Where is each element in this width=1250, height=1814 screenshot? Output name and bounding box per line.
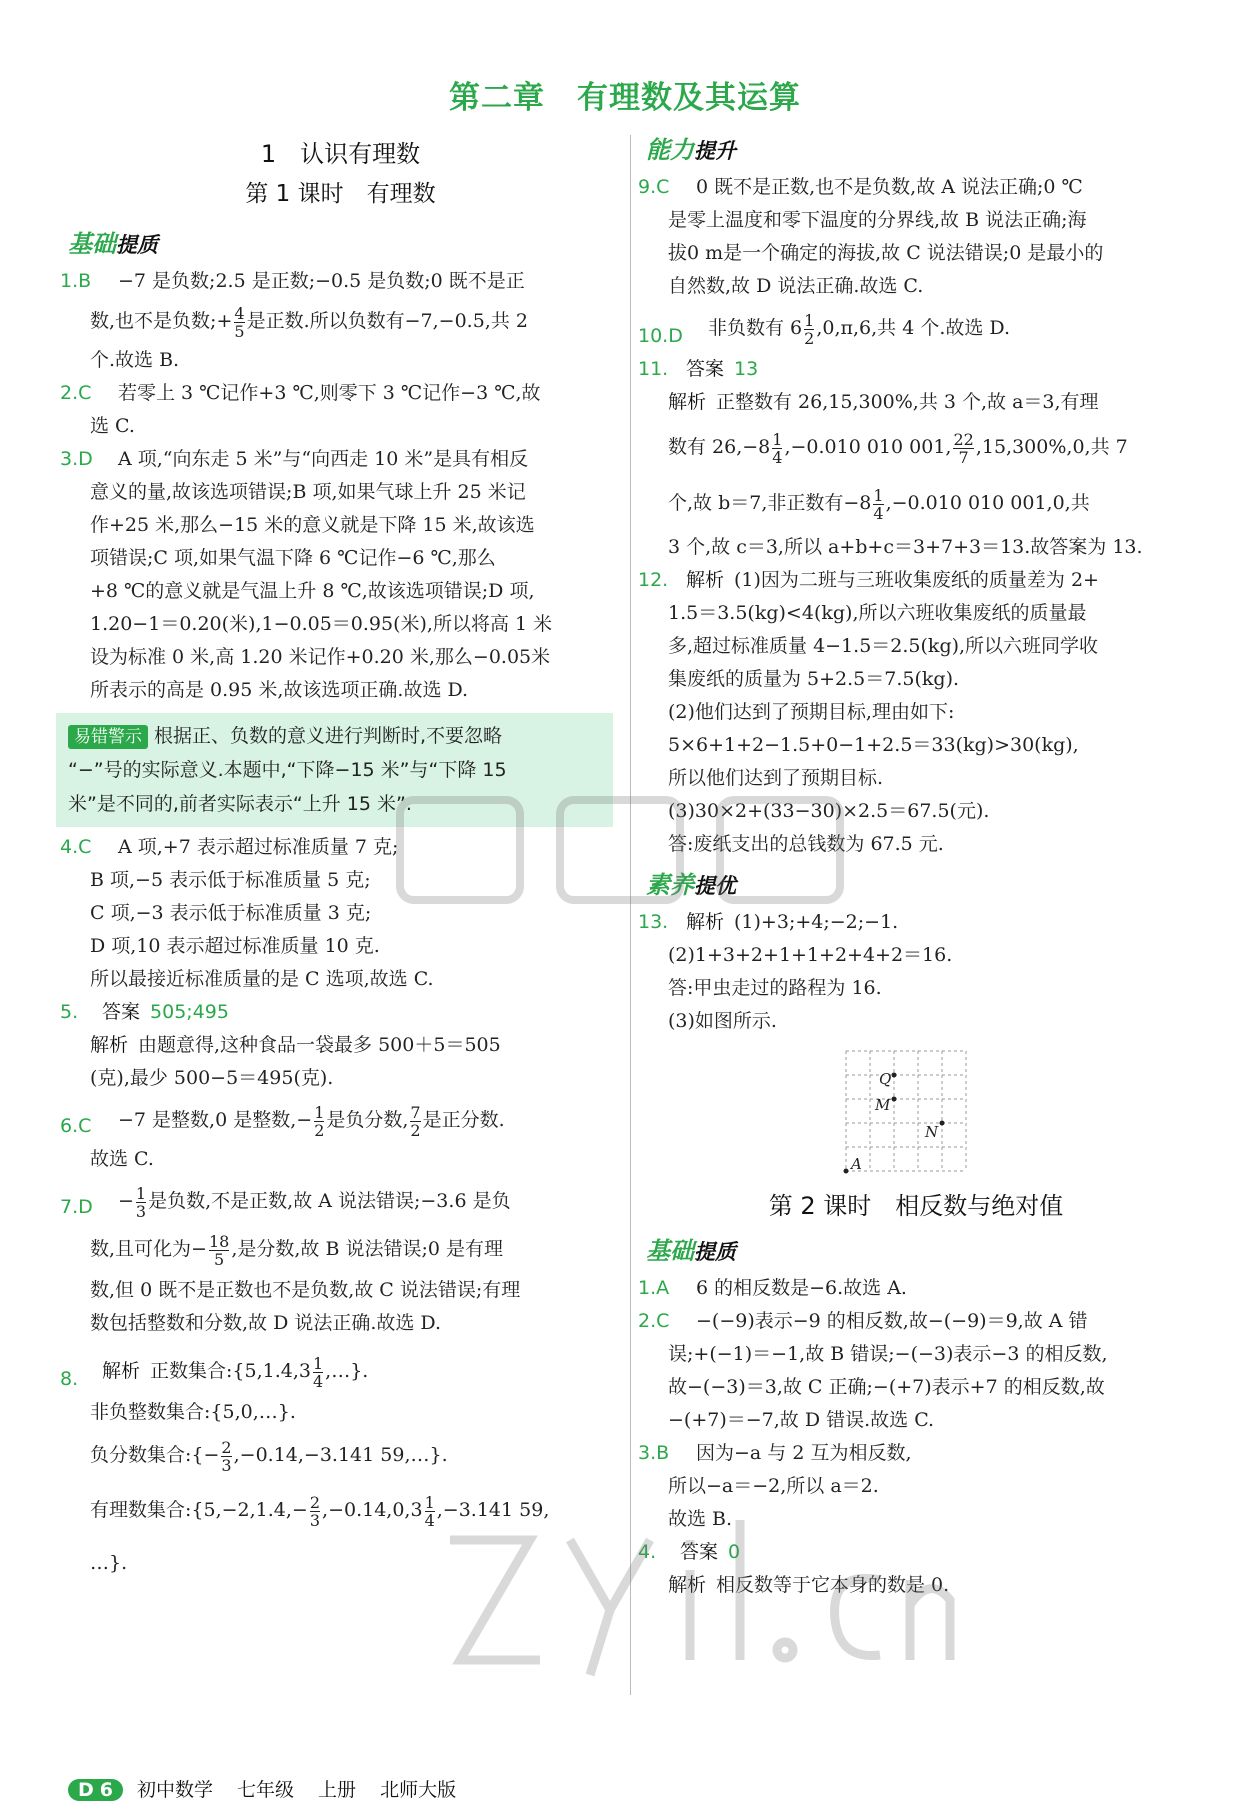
point-q	[892, 1073, 897, 1078]
q5-line2: (克),最少 500−5＝495(克).	[90, 1067, 334, 1089]
q1-line2-row	[68, 298, 613, 344]
q7-text-d: ,是分数,故 B 说法错误;0 是有理	[231, 1238, 503, 1260]
q8-negf-num: 2	[221, 1437, 232, 1457]
q8-pos-b: ,…}.	[325, 1360, 369, 1382]
footer-subject: 初中数学	[137, 1779, 214, 1801]
q12-number: 12.	[638, 569, 669, 591]
label-m: M	[875, 1096, 891, 1114]
band-basic-2	[646, 1231, 1186, 1266]
q12-line: 答:废纸支出的总钱数为 67.5 元.	[668, 833, 944, 855]
q3-line: 1.20−1＝0.20(米),1−0.05＝0.95(米),所以将高 1 米	[90, 613, 553, 635]
explain-tag: 解析	[668, 391, 707, 413]
q7-f2-den: 5	[209, 1250, 229, 1268]
explain-tag: 解析	[90, 1034, 129, 1056]
q8-rat-f2-den: 4	[424, 1510, 435, 1530]
q3-line: 所表示的高是 0.95 米,故该选项正确.故选 D.	[90, 679, 469, 701]
q5-line1: 由题意得,这种食品一袋最多 500＋5＝505	[138, 1034, 501, 1056]
q4-line: C 项,−3 表示低于标准质量 3 克;	[90, 902, 372, 924]
q2-line1: 若零上 3 ℃记作+3 ℃,则零下 3 ℃记作−3 ℃,故	[118, 382, 541, 404]
q1-line3-row	[68, 344, 613, 377]
point-m	[892, 1097, 897, 1102]
q4-line: 所以最接近标准质量的是 C 选项,故选 C.	[90, 968, 434, 990]
lesson2-question-1	[638, 1272, 1186, 1305]
q11-line1: 正整数有 26,15,300%,共 3 个,故 a＝3,有理	[716, 391, 1099, 413]
q1-frac-num: 4	[234, 303, 245, 323]
q8-pos-num: 1	[312, 1353, 324, 1373]
q6-line2: 故选 C.	[90, 1148, 154, 1170]
q8-rat-f2-num: 1	[424, 1492, 435, 1512]
lesson2-question-3	[638, 1437, 1186, 1536]
l2q2-line: 误;+(−1)＝−1,故 B 错误;−(−3)表示−3 的相反数,	[668, 1343, 1108, 1365]
label-a: A	[851, 1155, 862, 1173]
q13-line: (3)如图所示.	[668, 1010, 777, 1032]
q7-text-c: 数,且可化为−	[90, 1238, 207, 1260]
l2q1-number: 1.A	[638, 1277, 670, 1299]
question-11	[638, 353, 1186, 419]
q10-num: 1	[804, 310, 815, 330]
question-10	[638, 303, 1186, 353]
q3-line: 作+25 米,那么−15 米的意义就是下降 15 米,故该选	[90, 514, 535, 536]
q2-line2: 选 C.	[90, 415, 135, 437]
q11-l3b: ,−0.010 010 001,0,共	[885, 492, 1090, 514]
explain-tag: 解析	[102, 1360, 141, 1382]
l2q4-line: 相反数等于它本身的数是 0.	[716, 1574, 950, 1596]
lesson-title: 第 1 课时 有理数	[245, 181, 436, 207]
l2q2-line: 故−(−3)＝3,故 C 正确;−(+7)表示+7 的相反数,故	[668, 1376, 1105, 1398]
q12-line: 5×6+1+2−1.5+0−1+2.5＝33(kg)>30(kg),	[668, 734, 1079, 756]
q4-number: 4.C	[60, 836, 92, 858]
q8-pos-a: 正数集合:{5,1.4,3	[150, 1360, 311, 1382]
q9-line: 拔0 m是一个确定的海拔,故 C 说法错误;0 是最小的	[668, 242, 1104, 264]
q1-frac-den: 5	[234, 321, 245, 341]
q3-line: 项错误;C 项,如果气温下降 6 ℃记作−6 ℃,那么	[90, 547, 496, 569]
q11-f1-num: 1	[772, 429, 783, 449]
q6-text-b: 是负分数,	[326, 1109, 409, 1131]
answer-tag: 答案	[686, 358, 725, 380]
footer-edition: 北师大版	[380, 1779, 457, 1801]
q1-number: 1.B	[60, 270, 92, 292]
q4-line: B 项,−5 表示低于标准质量 5 克;	[90, 869, 371, 891]
page-badge	[68, 1779, 123, 1801]
q9-line: 自然数,故 D 说法正确.故选 C.	[668, 275, 924, 297]
q6-number: 6.C	[60, 1115, 92, 1137]
band-ability-main: 能力	[646, 136, 694, 164]
q11-fraction-2	[953, 431, 973, 466]
band-ability-sub: 提升	[694, 139, 736, 163]
q6-text-c: 是正分数.	[422, 1109, 505, 1131]
q11-fraction-3	[873, 487, 883, 522]
q8-number: 8.	[60, 1368, 79, 1390]
q7-f2-num: 18	[208, 1231, 230, 1251]
grid-figure	[841, 1046, 971, 1176]
right-column	[638, 130, 1186, 1602]
q12-line: 集废纸的质量为 5+2.5＝7.5(kg).	[668, 668, 960, 690]
q5-answer: 505;495	[150, 1001, 229, 1023]
q10-number: 10.D	[638, 325, 683, 347]
q8-negf-a: 负分数集合:{−	[90, 1444, 220, 1466]
question-2	[60, 377, 613, 443]
explain-tag: 解析	[686, 911, 725, 933]
warning-badge: 易错警示	[68, 725, 148, 749]
l2q2-line: −(+7)＝−7,故 D 错误.故选 C.	[668, 1409, 935, 1431]
warning-line: 根据正、负数的意义进行判断时,不要忽略	[154, 725, 503, 747]
footer-grade: 七年级	[237, 1779, 295, 1801]
q12-line: (2)他们达到了预期目标,理由如下:	[668, 701, 955, 723]
band-basic2-sub: 提质	[694, 1240, 736, 1264]
question-7	[60, 1178, 613, 1224]
band-basic-sub: 提质	[116, 233, 158, 257]
q6-fraction-2	[410, 1104, 420, 1139]
q11-f1-den: 4	[772, 447, 783, 467]
page-number: 6	[99, 1779, 114, 1801]
q8-negf-b: ,−0.14̇,−3.141 59,…}.	[233, 1444, 448, 1466]
answer-tag: 答案	[680, 1541, 719, 1563]
q1-line2b: 是正数.所以负数有−7,−0.5,共 2	[246, 310, 528, 332]
band-basic2-main: 基础	[646, 1237, 694, 1265]
q8-rat-f1-den: 3	[309, 1510, 321, 1530]
q7-line2-row	[68, 1224, 613, 1274]
q8-pos-fraction	[313, 1355, 323, 1390]
page-footer	[68, 1775, 480, 1802]
warning-line: 米”是不同的,前者实际表示“上升 15 米”.	[68, 793, 412, 815]
q13-number: 13.	[638, 911, 669, 933]
q8-rat-f1-num: 2	[309, 1492, 321, 1512]
q7-f1-den: 3	[135, 1201, 147, 1221]
question-13	[638, 906, 1186, 1038]
q10-text-b: ,0,π,6,共 4 个.故选 D.	[816, 317, 1010, 339]
q3-line: +8 ℃的意义就是气温上升 8 ℃,故该选项错误;D 项,	[90, 580, 535, 602]
q7-fraction-1	[136, 1185, 146, 1220]
explain-tag: 解析	[668, 1574, 707, 1596]
q8-rat-b: ,−0.14̇,0,3	[322, 1499, 423, 1521]
q3-line: 设为标准 0 米,高 1.20 米记作+0.20 米,那么−0.05米	[90, 646, 551, 668]
error-warning-box	[56, 713, 613, 827]
q7-fraction-2	[209, 1233, 229, 1268]
q8-rat-fraction-1	[310, 1494, 320, 1529]
q13-line: (2)1+3+2+1+1+2+4+2＝16.	[668, 944, 953, 966]
q11-l4: 3 个,故 c＝3,所以 a+b+c＝3+7+3＝13.故答案为 13.	[668, 536, 1143, 558]
q12-line: 1.5＝3.5(kg)<4(kg),所以六班收集废纸的质量最	[668, 602, 1087, 624]
q7-number: 7.D	[60, 1196, 93, 1218]
q8-rat-c: ,−3.141 59,	[436, 1499, 550, 1521]
q8-nonneg-row	[68, 1396, 613, 1429]
column-divider	[630, 135, 631, 1695]
question-9	[638, 171, 1186, 303]
q6-f1-den: 2	[314, 1120, 325, 1140]
question-12	[638, 564, 1186, 861]
question-4	[60, 831, 613, 996]
q6-f2-den: 2	[410, 1120, 421, 1140]
q7-line3-row	[68, 1274, 613, 1340]
q8-negf-row	[68, 1429, 613, 1481]
q12-line: 多,超过标准质量 4−1.5＝2.5(kg),所以六班同学收	[668, 635, 1099, 657]
q11-fraction-1	[772, 431, 782, 466]
q11-line2-row	[646, 419, 1186, 475]
q6-f2-num: 7	[410, 1102, 421, 1122]
q10-text-a: 非负数有 6	[708, 317, 803, 339]
q1-line3: 个.故选 B.	[90, 349, 180, 371]
point-a	[844, 1169, 849, 1174]
label-n: N	[925, 1123, 939, 1141]
q10-fraction	[804, 312, 814, 347]
q11-f3-den: 4	[873, 503, 884, 523]
q7-text-a: −	[118, 1190, 134, 1212]
question-6	[60, 1097, 613, 1143]
q11-l2c: ,15,300%,0,共 7	[975, 436, 1128, 458]
band-literacy	[646, 865, 1186, 900]
q8-rat-end-row	[68, 1539, 613, 1587]
q3-line: 意义的量,故该选项错误;B 项,如果气球上升 25 米记	[90, 481, 526, 503]
q11-f2-num: 22	[953, 429, 974, 449]
q8-pos-den: 4	[312, 1371, 324, 1391]
q1-fraction	[234, 305, 244, 340]
q6-fraction-1	[314, 1104, 324, 1139]
q4-line: A 项,+7 表示超过标准质量 7 克;	[118, 836, 399, 858]
page-letter: D	[78, 1779, 94, 1801]
l2q2-line: −(−9)表示−9 的相反数,故−(−9)＝9,故 A 错	[696, 1310, 1088, 1332]
band-literacy-main: 素养	[646, 871, 694, 899]
footer-volume: 上册	[318, 1779, 357, 1801]
q11-f3-num: 1	[873, 485, 884, 505]
lesson2-question-4	[638, 1536, 1186, 1602]
q9-number: 9.C	[638, 176, 670, 198]
q7-f1-num: 1	[135, 1183, 147, 1203]
q11-line3-row	[646, 475, 1186, 531]
q9-line: 0 既不是正数,也不是负数,故 A 说法正确;0 ℃	[696, 176, 1083, 198]
l2q4-number: 4.	[638, 1541, 657, 1563]
q11-l2a: 数有 26,−8	[668, 436, 771, 458]
q3-number: 3.D	[60, 448, 93, 470]
q8-rat-a: 有理数集合:{5,−2,1.4,−	[90, 1499, 308, 1521]
q12-line: 所以他们达到了预期目标.	[668, 767, 884, 789]
q6-line2-row	[68, 1143, 613, 1176]
q8-negf-den: 3	[221, 1455, 232, 1475]
band-basic	[68, 224, 613, 259]
l2q3-line: 故选 B.	[668, 1508, 733, 1530]
chapter-title: 第二章 有理数及其运算	[449, 80, 801, 116]
lesson2-title: 第 2 课时 相反数与绝对值	[768, 1192, 1064, 1220]
q11-line4-row	[646, 531, 1186, 564]
q13-line: 答:甲虫走过的路程为 16.	[668, 977, 882, 999]
band-literacy-sub: 提优	[694, 874, 736, 898]
q7-text-b: 是负数,不是正数,故 A 说法错误;−3.6 是负	[148, 1190, 511, 1212]
q6-f1-num: 1	[314, 1102, 325, 1122]
answer-tag: 答案	[102, 1001, 141, 1023]
q1-line1: −7 是负数;2.5 是正数;−0.5 是负数;0 既不是正	[118, 270, 525, 292]
explain-tag: 解析	[686, 569, 725, 591]
l2q4-answer: 0	[728, 1541, 741, 1563]
label-q: Q	[879, 1070, 892, 1088]
q11-answer: 13	[734, 358, 759, 380]
warning-line: “−”号的实际意义.本题中,“下降−15 米”与“下降 15	[68, 759, 507, 781]
l2q2-number: 2.C	[638, 1310, 670, 1332]
band-ability	[646, 130, 1186, 165]
q4-line: D 项,10 表示超过标准质量 10 克.	[90, 935, 380, 957]
q11-l3a: 个,故 b＝7,非正数有−8	[668, 492, 872, 514]
section-title: 1 认识有理数	[260, 140, 421, 168]
q11-l2b: ,−0.010 010 001,	[784, 436, 952, 458]
l2q3-line: 所以−a＝−2,所以 a＝2.	[668, 1475, 879, 1497]
q11-number: 11.	[638, 358, 669, 380]
l2q1-line: 6 的相反数是−6.故选 A.	[696, 1277, 907, 1299]
q8-rat-row	[68, 1481, 613, 1539]
q3-line: A 项,“向东走 5 米”与“向西走 10 米”是具有相反	[118, 448, 529, 470]
q8-rat-fraction-2	[425, 1494, 435, 1529]
q8-negf-fraction	[221, 1439, 231, 1474]
q8-nonneg: 非负整数集合:{5,0,…}.	[90, 1401, 296, 1423]
q12-line: (1)因为二班与三班收集废纸的质量差为 2+	[734, 569, 1099, 591]
q12-line: (3)30×2+(33−30)×2.5＝67.5(元).	[668, 800, 990, 822]
lesson2-question-2	[638, 1305, 1186, 1437]
band-basic-main: 基础	[68, 230, 116, 258]
q9-line: 是零上温度和零下温度的分界线,故 B 说法正确;海	[668, 209, 1087, 231]
question-3	[60, 443, 613, 707]
q8-rat-end: …}.	[90, 1552, 128, 1574]
q2-number: 2.C	[60, 382, 92, 404]
q11-f2-den: 7	[953, 448, 973, 466]
grid-svg	[841, 1046, 971, 1176]
q10-den: 2	[804, 328, 815, 348]
question-8	[60, 1346, 613, 1396]
question-1	[60, 265, 613, 298]
q7-line3: 数,但 0 既不是正数也不是负数,故 C 说法错误;有理	[90, 1279, 521, 1301]
l2q3-line: 因为−a 与 2 互为相反数,	[696, 1442, 912, 1464]
l2q3-number: 3.B	[638, 1442, 670, 1464]
q6-text-a: −7 是整数,0 是整数,−	[118, 1109, 313, 1131]
q1-line2a: 数,也不是负数;+	[90, 310, 233, 332]
q7-line4: 数包括整数和分数,故 D 说法正确.故选 D.	[90, 1312, 442, 1334]
point-n	[940, 1121, 945, 1126]
left-column	[60, 130, 613, 1587]
q5-number: 5.	[60, 1001, 79, 1023]
question-5	[60, 996, 613, 1095]
q13-line: (1)+3;+4;−2;−1.	[734, 911, 899, 933]
